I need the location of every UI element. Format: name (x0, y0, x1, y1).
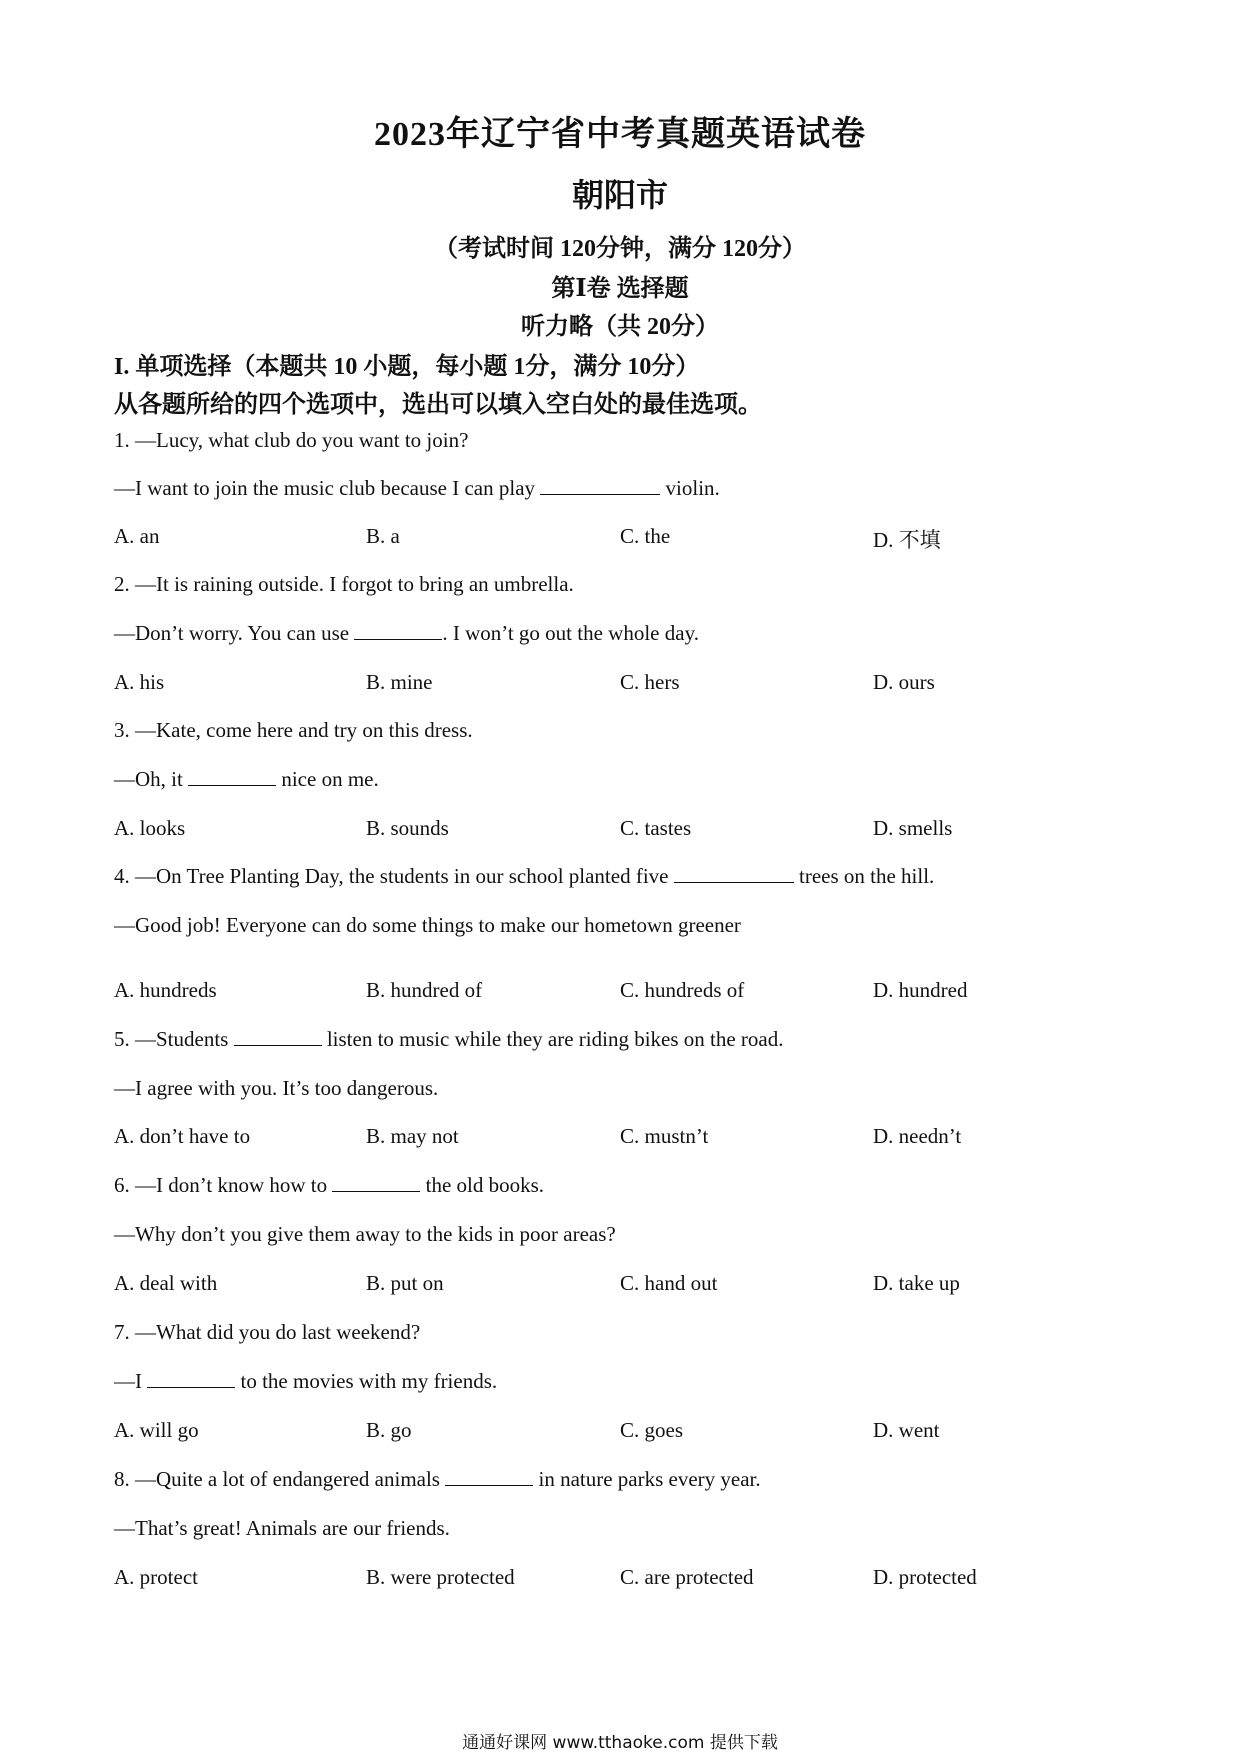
answer-blank (540, 476, 660, 495)
option-d: D. needn’t (873, 1124, 962, 1148)
option-a: A. deal with (114, 1271, 218, 1295)
question-4-prompt: 4. —On Tree Planting Day, the students in our school planted five (114, 864, 674, 888)
option-b: B. put on (366, 1271, 444, 1295)
option-b: B. a (366, 524, 400, 548)
option-c: C. goes (620, 1418, 683, 1442)
question-3-prompt: 3. —Kate, come here and try on this dress. (114, 718, 473, 742)
answer-4-line (114, 913, 741, 938)
question-blank (445, 1467, 533, 1486)
option-c: C. hundreds of (620, 978, 745, 1002)
question-blank (234, 1027, 322, 1046)
answer-5-text: —I agree with you. It’s too dangerous. (114, 1076, 439, 1100)
question-5-prompt: 5. —Students (114, 1027, 234, 1051)
question-blank (674, 864, 794, 883)
question-4-prompt-end: trees on the hill. (793, 864, 935, 888)
answer-blank (188, 767, 276, 786)
option-b: B. were protected (366, 1565, 515, 1589)
option-b: B. mine (366, 670, 433, 694)
question-2-prompt: 2. —It is raining outside. I forgot to bring an umbrella. (114, 572, 574, 596)
section-instruction: 从各题所给的四个选项中，选出可以填入空白处的最佳选项。 (114, 392, 762, 418)
answer-2-text: —Don’t worry. You can use (114, 621, 355, 645)
question-7-prompt: 7. —What did you do last weekend? (114, 1320, 421, 1344)
option-d: D. went (873, 1418, 940, 1442)
section-heading: I. 单项选择（本题共 10 小题，每小题 1分，满分 10分） (114, 354, 700, 380)
answer-7-line (114, 1369, 497, 1394)
option-a: A. don’t have to (114, 1124, 251, 1148)
answer-3-line (114, 767, 379, 792)
listening-note: 听力略（共 20分） (521, 314, 719, 340)
option-a: A. will go (114, 1418, 199, 1442)
city-title: 朝阳市 (571, 177, 668, 213)
question-6-prompt-end: the old books. (420, 1173, 545, 1197)
option-c: C. tastes (620, 816, 692, 840)
answer-6-line (114, 1222, 616, 1247)
question-blank (332, 1173, 420, 1192)
answer-8-text: —That’s great! Animals are our friends. (114, 1516, 450, 1540)
exam-info: （考试时间 120分钟，满分 120分） (434, 236, 806, 262)
option-b: B. may not (366, 1124, 459, 1148)
option-c: C. the (620, 524, 671, 548)
option-a: A. protect (114, 1565, 198, 1589)
answer-3-text-end: nice on me. (276, 767, 379, 791)
answer-3-text: —Oh, it (114, 767, 189, 791)
answer-1-line (114, 476, 720, 501)
option-b: B. go (366, 1418, 412, 1442)
option-b: B. sounds (366, 816, 449, 840)
answer-1-text: —I want to join the music club because I can play (114, 476, 541, 500)
option-a: A. hundreds (114, 978, 217, 1002)
answer-7-text-end: to the movies with my friends. (235, 1369, 498, 1393)
option-c: C. are protected (620, 1565, 754, 1589)
option-d: D. ours (873, 670, 935, 694)
exam-title: 2023年辽宁省中考真题英语试卷 (374, 116, 866, 153)
option-a: A. his (114, 670, 165, 694)
option-a: A. an (114, 524, 160, 548)
question-6-line (114, 1173, 544, 1198)
question-8-prompt-end: in nature parks every year. (533, 1467, 761, 1491)
question-3-line (114, 718, 473, 743)
option-d: D. 不填 (873, 528, 941, 552)
question-1-line (114, 428, 468, 453)
answer-1-text-end: violin. (660, 476, 720, 500)
question-4-line (114, 864, 934, 889)
option-c: C. mustn’t (620, 1124, 709, 1148)
question-2-line (114, 572, 574, 597)
answer-4-text: —Good job! Everyone can do some things to make our hometown greener (114, 913, 741, 937)
question-7-line (114, 1320, 420, 1345)
option-d: D. take up (873, 1271, 960, 1295)
question-1-prompt: 1. —Lucy, what club do you want to join? (114, 428, 469, 452)
page-footer: 通通好课网 www.tthaoke.com 提供下载 (462, 1733, 778, 1753)
answer-blank (147, 1369, 235, 1388)
option-b: B. hundred of (366, 978, 483, 1002)
option-d: D. hundred (873, 978, 968, 1002)
answer-5-line (114, 1076, 438, 1101)
question-6-prompt: 6. —I don’t know how to (114, 1173, 333, 1197)
question-5-prompt-end: listen to music while they are riding bikes on the road. (321, 1027, 784, 1051)
question-5-line (114, 1027, 784, 1052)
option-d: D. protected (873, 1565, 977, 1589)
option-c: C. hers (620, 670, 680, 694)
question-8-line (114, 1467, 761, 1492)
answer-2-text-end: . I won’t go out the whole day. (442, 621, 699, 645)
answer-blank (354, 621, 442, 640)
option-d: D. smells (873, 816, 953, 840)
answer-2-line (114, 621, 699, 646)
answer-7-text: —I (114, 1369, 148, 1393)
answer-8-line (114, 1516, 450, 1541)
option-c: C. hand out (620, 1271, 718, 1295)
option-a: A. looks (114, 816, 186, 840)
answer-6-text: —Why don’t you give them away to the kids in poor areas? (114, 1222, 616, 1246)
volume-title: 第Ⅰ卷 选择题 (551, 276, 689, 302)
question-8-prompt: 8. —Quite a lot of endangered animals (114, 1467, 446, 1491)
